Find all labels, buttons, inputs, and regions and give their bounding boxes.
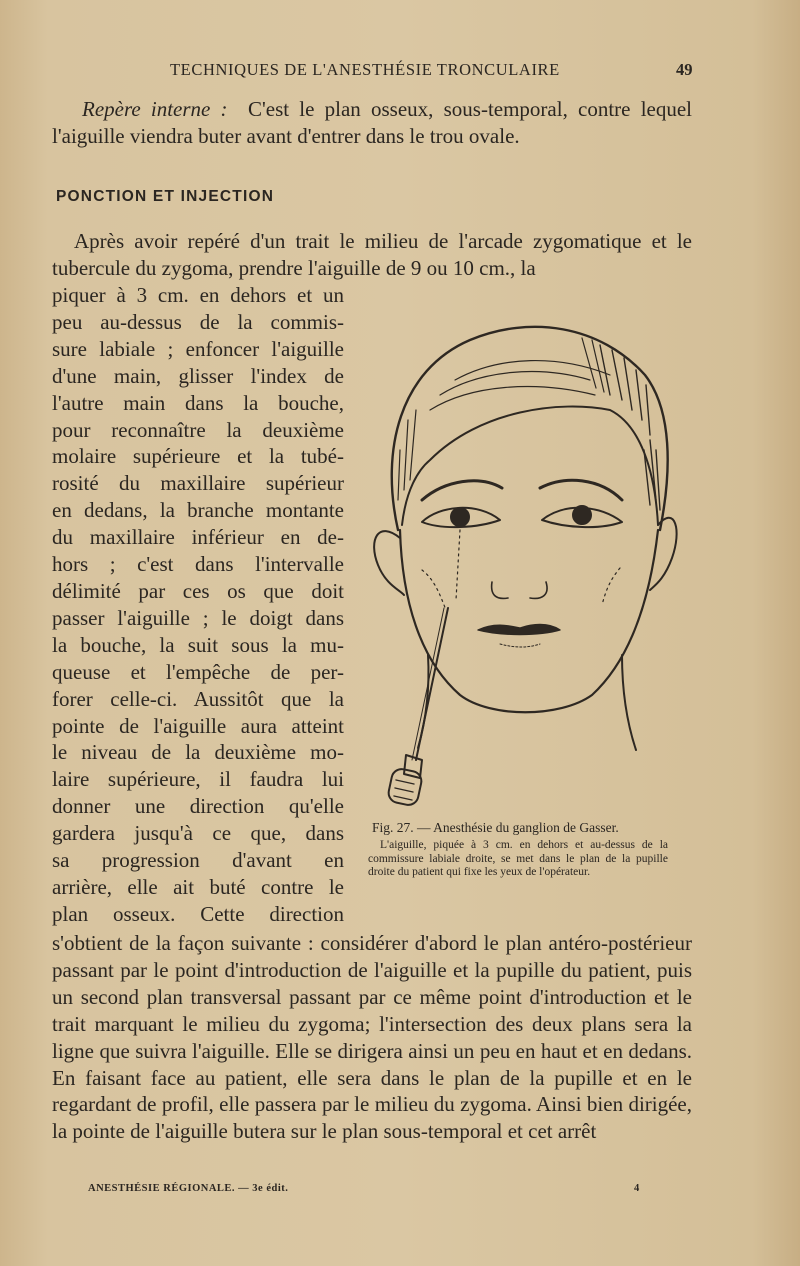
text-line: du maxillaire inférieur en de- — [52, 525, 344, 550]
repere-label: Repère interne : — [82, 97, 228, 121]
text-line: peu au-dessus de la commis- — [52, 309, 344, 334]
text-line: laire supérieure, il faudra lui — [52, 767, 344, 792]
text-line: hors ; c'est dans l'intervalle — [52, 552, 344, 577]
text-line: donner une direction qu'elle — [52, 794, 344, 819]
intro-text: Après avoir repéré d'un trait le milieu de l'arcade zygomatique et le tubercule du zygoma, prendre l'aiguille de 9 ou 10 cm., la — [52, 229, 692, 280]
text-line: queuse et l'empêche de per- — [52, 659, 344, 684]
page-number: 49 — [676, 60, 693, 79]
text-line: arrière, elle ait buté contre le — [52, 874, 344, 899]
text-line: délimité par ces os que doit — [52, 578, 344, 603]
text-line: forer celle-ci. Aussitôt que la — [52, 686, 344, 711]
text-line: sure labiale ; enfoncer l'aiguille — [52, 336, 344, 361]
section-heading: PONCTION ET INJECTION — [56, 188, 275, 205]
figure-title: Fig. 27. — Anesthésie du ganglion de Gasser. — [372, 820, 619, 835]
narrow-text-column — [52, 282, 344, 928]
text-line: plan osseux. Cette direction — [52, 901, 344, 926]
text-line: l'autre main dans la bouche, — [52, 390, 344, 415]
signature-number: 4 — [634, 1183, 640, 1194]
repere-text: C'est le plan osseux, sous-temporal, contre lequel l'aiguille viendra buter avant d'entrer dans le trou ovale. — [52, 97, 693, 148]
text-line: en dedans, la branche montante — [52, 498, 344, 523]
text-line: d'une main, glisser l'index de — [52, 363, 344, 388]
repere-paragraph — [52, 96, 692, 150]
text-line: pointe de l'aiguille aura atteint — [52, 713, 344, 738]
text-line: rosité du maxillaire supérieur — [52, 471, 344, 496]
text-line: le niveau de la deuxième mo- — [52, 740, 344, 765]
face-illustration — [360, 300, 680, 820]
text-line: passer l'aiguille ; le doigt dans — [52, 605, 344, 630]
continuation-paragraph — [52, 930, 692, 1145]
text-line: gardera jusqu'à ce que, dans — [52, 821, 344, 846]
figure-27 — [360, 300, 680, 820]
text-line: sa progression d'avant en — [52, 848, 344, 873]
printer-signature: ANESTHÉSIE RÉGIONALE. — 3e édit. — [88, 1183, 289, 1194]
running-title: TECHNIQUES DE L'ANESTHÉSIE TRONCULAIRE — [170, 60, 560, 79]
running-head — [0, 60, 800, 82]
continuation-text: s'obtient de la façon suivante : considérer d'abord le plan antéro-postérieur passant par le point d'introduction de l'aiguille et la pupille du patient, puis un second plan transversal passant par ce même point d'introduction et le trait marquant le milieu du zygoma; l'intersection des deux plans sera la ligne que suivra l'aiguille. Elle se dirigera ainsi un peu en haut et en dedans. En faisant face au patient, elle sera dans le plan de la pupille et en le regardant de profil, elle passera par le milieu du zygoma. Ainsi bien dirigée, la pointe de l'aiguille butera sur le plan sous-temporal et cet arrêt — [52, 931, 692, 1144]
text-line: molaire supérieure et la tubé- — [52, 444, 344, 469]
text-line: piquer à 3 cm. en dehors et un — [52, 283, 344, 307]
figure-caption: L'aiguille, piquée à 3 cm. en dehors et au-dessus de la commissure labiale droite, se met dans le plan de la pupille droite du patient qui fixe les yeux de l'opérateur. — [368, 839, 668, 878]
text-line: pour reconnaître la deuxième — [52, 417, 344, 442]
intro-paragraph — [52, 228, 692, 282]
text-line: la bouche, la suit sous la mu- — [52, 632, 344, 657]
page-footer — [0, 1183, 800, 1201]
